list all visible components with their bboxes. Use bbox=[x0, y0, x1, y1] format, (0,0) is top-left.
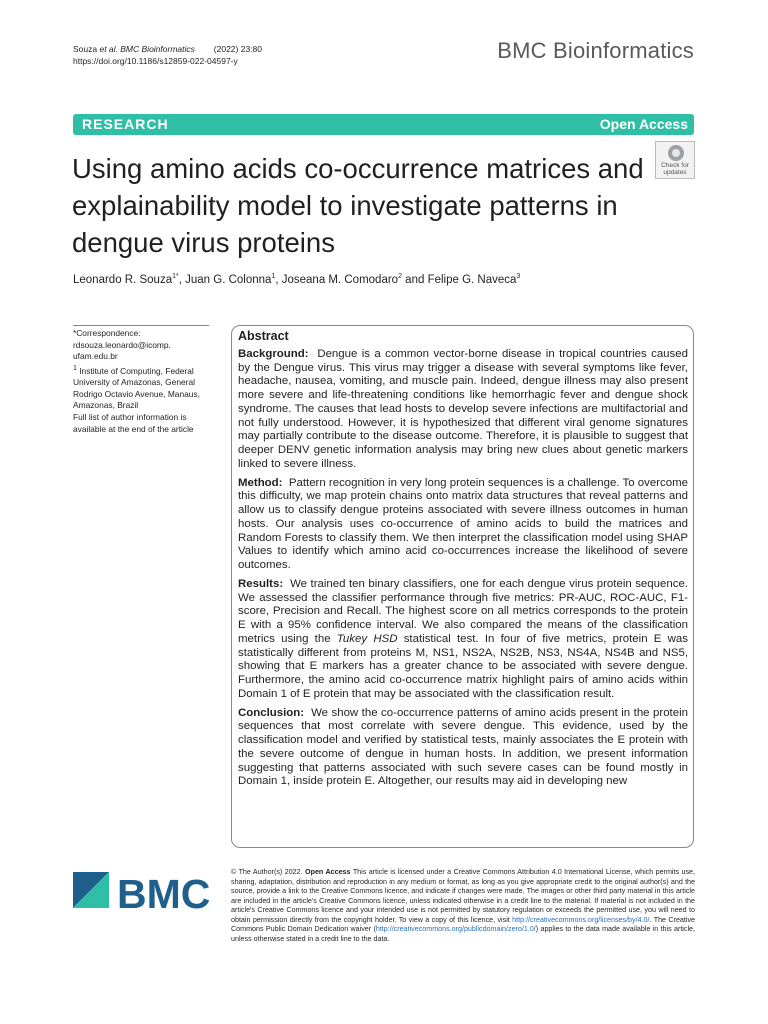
bmc-logo-text: BMC bbox=[117, 871, 211, 915]
abstract bbox=[238, 330, 688, 794]
citation-line: Souza et al. BMC Bioinformatics (2022) 23:80 bbox=[73, 44, 262, 54]
abstract-background: Background: Dengue is a common vector-borne disease in tropical countries caused by the Dengue virus. This virus may trigger a disease with several symptoms like fever, headache, nausea, vomiting, and muscle pain. Indeed, dengue illness may also present more severe and life-threatening conditions like hemorrhagic fever and dengue shock syndrome. The causes that lead hosts to develop severe infections are multifactorial and not fully understood. However, it is hypothesized that different viral genome signatures may partially contribute to the disease outcome. Therefore, it is plausible to suggest that deeper DENV genetic information analysis may bring new clues about genetic markers linked to severe illness. bbox=[238, 347, 688, 470]
abstract-method: Method: Pattern recognition in very long protein sequences is a challenge. To overcome this difficulty, we map protein chains onto matrix data structures that reveal patterns and allow us to classify dengue proteins associated with severe illness outcomes in human hosts. Our analysis uses co-occurrence of amino acids to build the matrices and Random Forests to classify them. We then interpret the classification model using SHAP Values to identify which amino acid co-occurrences increase the likelihood of severe outcomes. bbox=[238, 476, 688, 571]
article-title: Using amino acids co-occurrence matrices and explainability model to investigate patterns in dengue virus proteins bbox=[72, 153, 644, 258]
author-name[interactable]: Juan G. Colonna bbox=[185, 273, 272, 286]
correspondence-email[interactable]: rdsouza.leonardo@icomp. ufam.edu.br bbox=[73, 339, 171, 362]
public-domain-link[interactable]: http://creativecommons.org/publicdomain/zero/1.0/ bbox=[375, 925, 536, 933]
author-name[interactable]: Joseana M. Comodaro bbox=[281, 273, 399, 286]
author-name[interactable]: Felipe G. Naveca bbox=[427, 273, 517, 286]
license-link[interactable]: http://creativecommons.org/licenses/by/4.0/ bbox=[512, 915, 650, 924]
abstract-results: Results: We trained ten binary classifiers, one for each dengue virus protein sequence. We assessed the classifier performance through five metrics: PR-AUC, ROC-AUC, F1-score, Precision and Recall. The highest score on all metrics corresponds to the protein E with a 95% confidence interval. We also compared the means of the classification metrics using the Tukey HSD statistical test. In four of five metrics, protein E was statistically different from proteins M, NS1, NS2A, NS2B, NS3, NS4A, NS4B and NS5, showing that E markers has a greater chance to be associated with severe dengue. Furthermore, the amino acid co-occurrence matrix highlight pairs of amino acids within Domain 1 of E protein that may be associated with the classification result. bbox=[238, 577, 688, 700]
author-list: Leonardo R. Souza$^{1*}$, Juan G. Colonna$^1$, Joseana M. Comodaro$^2$ and Felipe G. Naveca$^3$ bbox=[73, 273, 521, 286]
author-name[interactable]: Leonardo R. Souza bbox=[73, 273, 173, 286]
citation-header bbox=[73, 43, 262, 67]
article-type-banner bbox=[73, 114, 694, 135]
bmc-logo bbox=[73, 870, 223, 915]
doi-link[interactable]: https://doi.org/10.1186/s12859-022-04597-y bbox=[73, 56, 238, 66]
open-access-label: Open Access bbox=[599, 116, 688, 132]
author-info-note: Full list of author information is available at the end of the article bbox=[73, 411, 194, 434]
abstract-conclusion: Conclusion: We show the co-occurrence patterns of amino acids present in the protein sequences that most correlate with severe dengue. This evidence, used by the classification model and verified by statistical tests, mainly associates the E protein with the severe outcome of dengue in human hosts. In addition, we present information suggesting that patterns associated with such severe cases can be found mostly in Domain 1, inside protein E. Altogether, our results may aid in developing new bbox=[238, 706, 688, 788]
correspondence-label: *Correspondence: bbox=[73, 328, 141, 338]
license-text: © The Author(s) 2022. Open Access This article is licensed under a Creative Commons Attribution 4.0 International License, which permits use, sharing, adaptation, distribution and reproduction in any medium or format, as long as you give appropriate credit to the original author(s) and the source, provide a link to the Creative Commons licence, and indicate if changes were made. The images or other third party material in this article are included in the article's Creative Commons licence, unless indicated otherwise in a credit line to the material. If material is not included in the article's Creative Commons licence and your intended use is not permitted by statutory regulation or exceeds the permitted use, you will need to obtain permission directly from the copyright holder. To view a copy of this licence, visit http://creativecommons.org/licenses/by/4.0/. The Creative Commons Public Domain Dedication waiver (http://creativecommons.org/publicdomain/zero/1.0/) applies to the data made available in this article, unless otherwise stated in a credit line to the data. bbox=[231, 868, 696, 943]
journal-name: BMC Bioinformatics bbox=[497, 38, 694, 63]
abstract-heading: Abstract bbox=[238, 329, 289, 343]
article-type-label: RESEARCH bbox=[82, 116, 169, 132]
correspondence-sidebar bbox=[73, 328, 213, 435]
check-updates-icon bbox=[668, 145, 684, 161]
affiliation: $^1$ Institute of Computing, Federal University of Amazonas, General Rodrigo Octavio Avenue, Manaus, Amazonas, Brazil bbox=[73, 364, 200, 411]
sidebar-divider bbox=[73, 325, 209, 326]
check-for-updates-button[interactable]: Check for updates bbox=[655, 141, 695, 179]
